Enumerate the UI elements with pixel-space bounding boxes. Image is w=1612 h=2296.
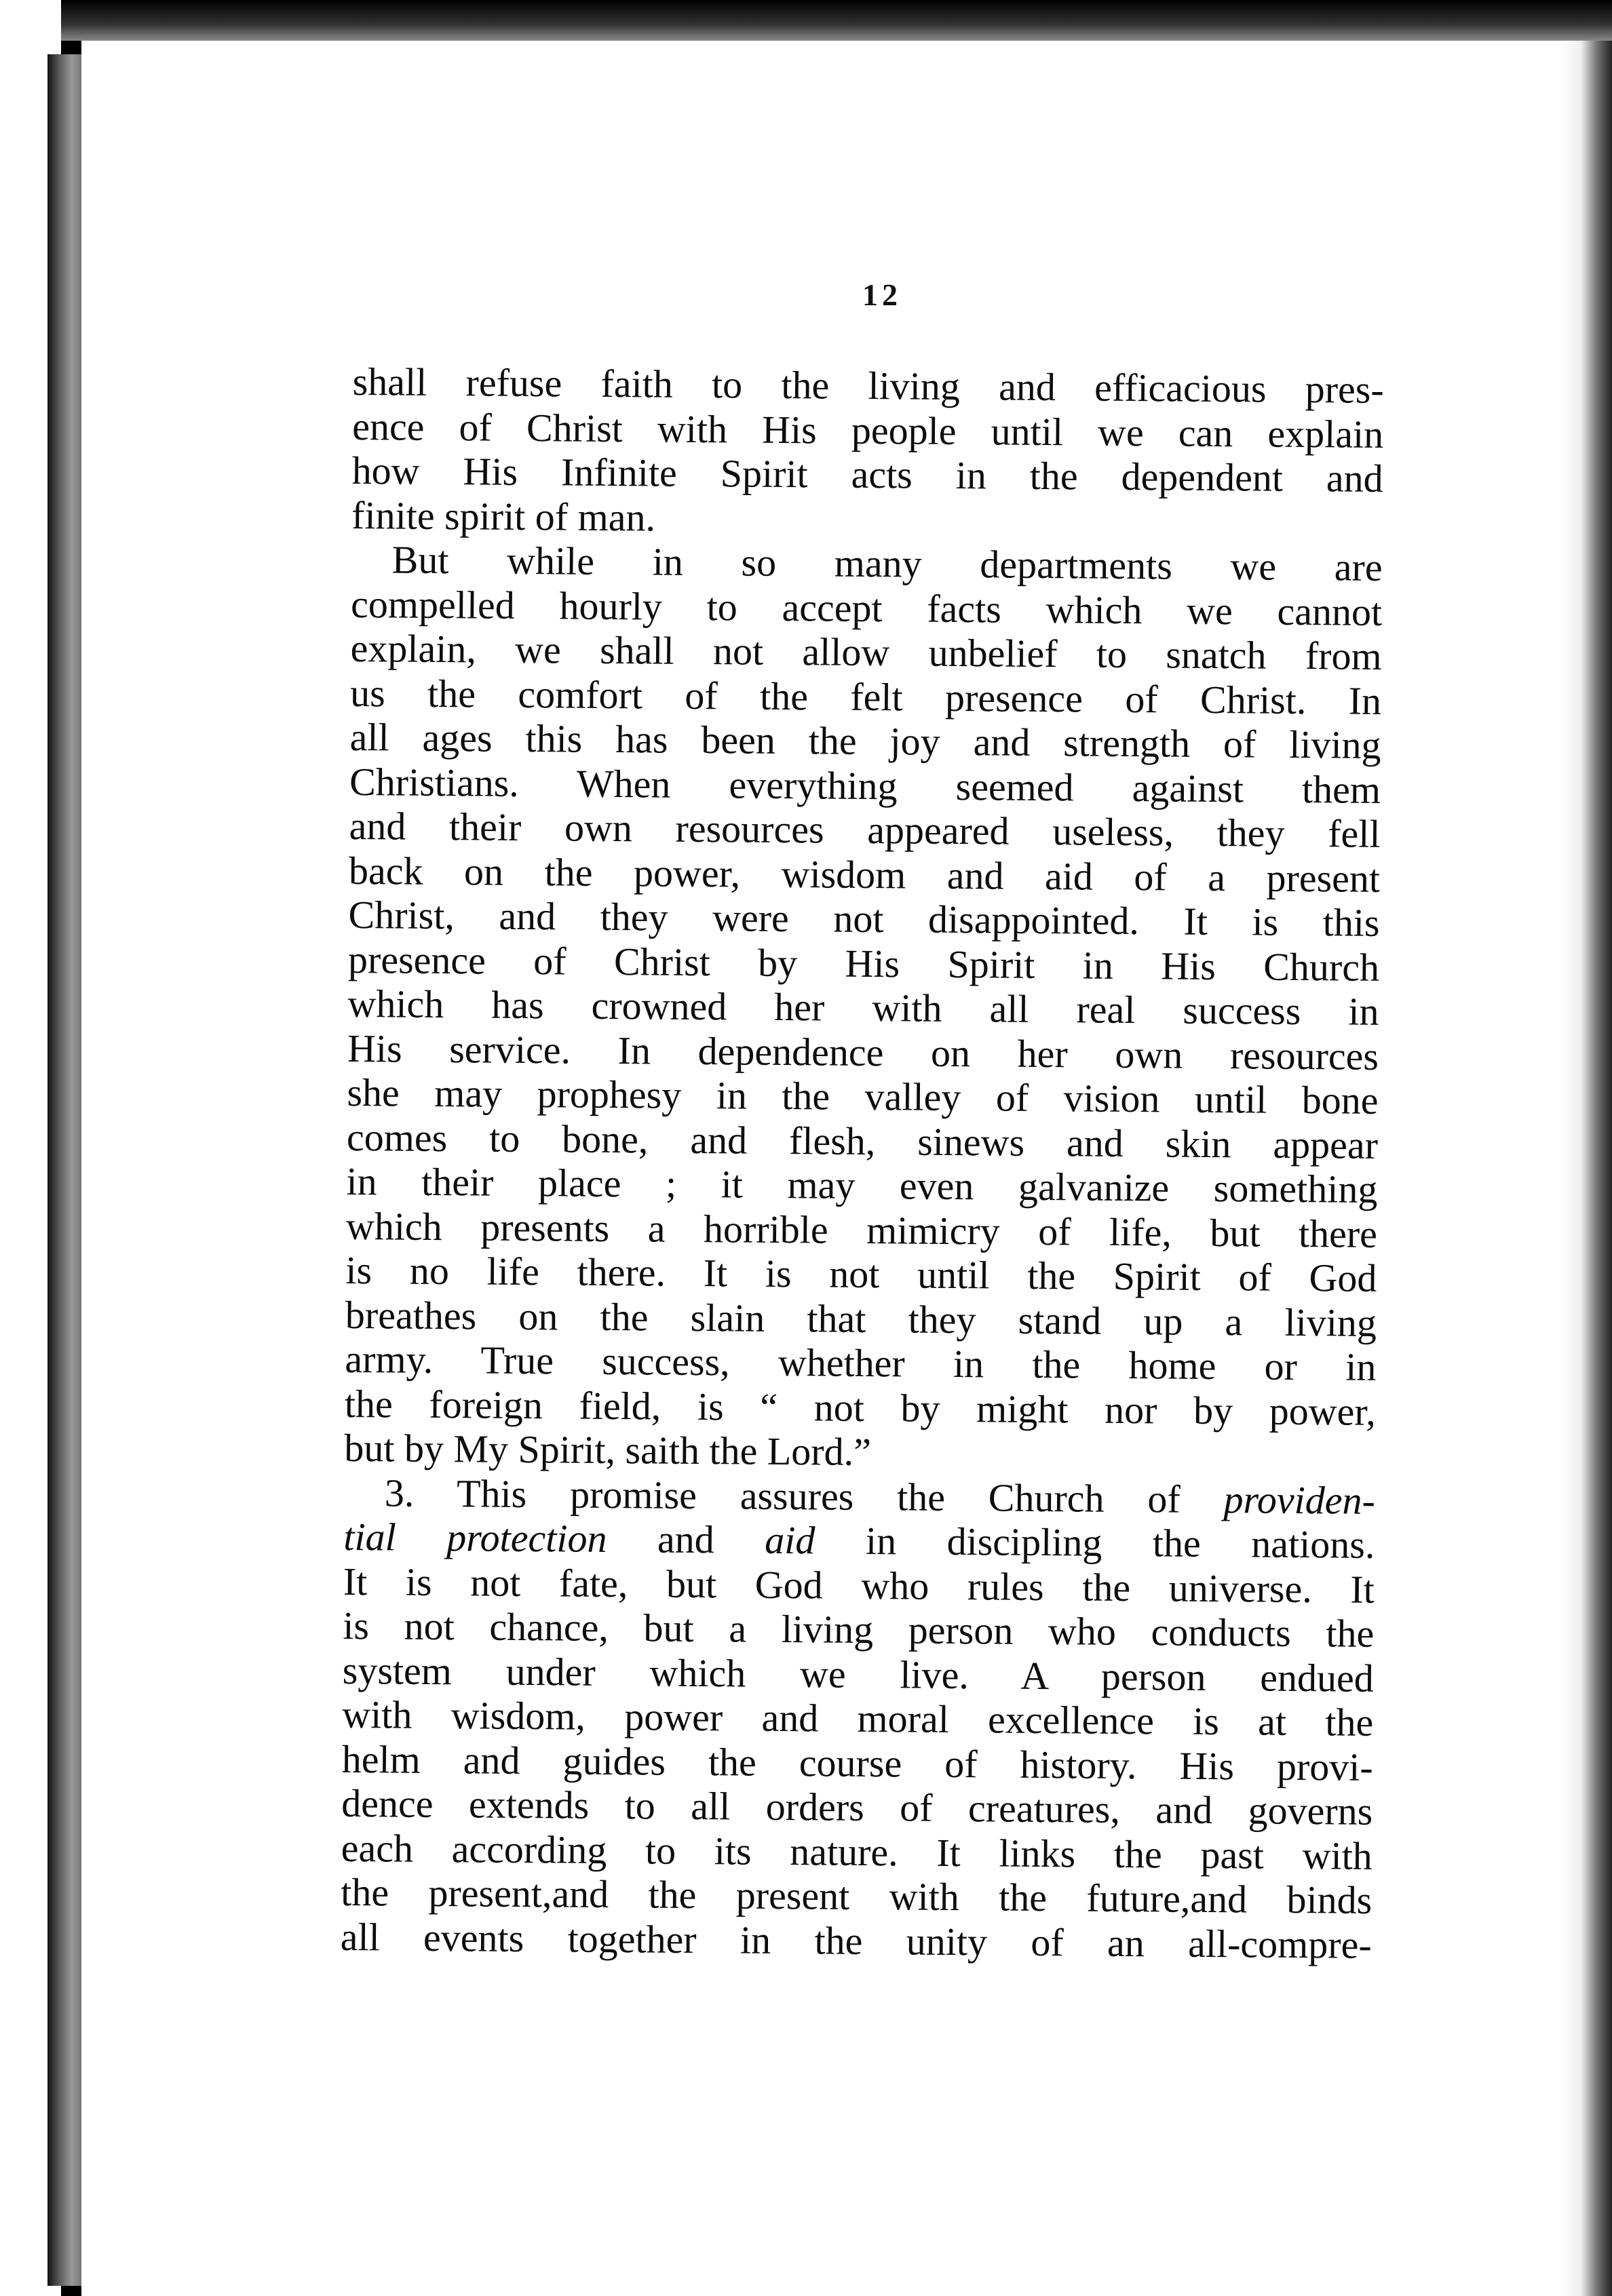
text-line — [343, 1515, 1375, 1567]
text-line: It is not fate, but God who rules the universe. It — [343, 1559, 1375, 1612]
text-line: all ages this has been the joy and strength of living — [349, 714, 1381, 767]
text-line: is no life there. It is not until the Spirit of God — [345, 1247, 1377, 1300]
text-line: Christians. When everything seemed against them — [349, 759, 1381, 812]
text-line: each according to its nature. It links the past with — [341, 1825, 1373, 1878]
text-line: helm and guides the course of history. His provi- — [341, 1736, 1374, 1789]
text-line: presence of Christ by His Spirit in His Church — [347, 937, 1380, 990]
text-line: system under which we live. A person endued — [342, 1648, 1375, 1700]
text-line: but by My Spirit, saith the Lord.” — [344, 1425, 872, 1475]
text-line: the present,and the present with the future,and binds — [340, 1869, 1373, 1922]
text-line: which presents a horrible mimicry of life, but there — [345, 1203, 1378, 1256]
text-line: back on the power, wisdom and aid of a present — [348, 848, 1381, 901]
italic-run: aid — [765, 1517, 815, 1563]
paragraph-3 — [340, 1470, 1375, 1966]
paragraph-2 — [344, 537, 1383, 1478]
text-line: which has crowned her with all real success in — [347, 981, 1379, 1034]
italic-run: providen- — [1223, 1477, 1376, 1523]
text-line: is not chance, but a living person who conducts the — [343, 1603, 1375, 1656]
text-line: and their own resources appeared useless, they fell — [349, 803, 1381, 856]
text-line: army. True success, whether in the home or in — [345, 1336, 1377, 1389]
text-line: the foreign field, is “ not by might nor by power, — [344, 1381, 1377, 1434]
text-line: us the comfort of the felt presence of Christ. In — [349, 670, 1382, 723]
paragraph-1 — [351, 359, 1384, 545]
text-line: in their place ; it may even galvanize something — [346, 1159, 1378, 1211]
text-run: in discipling the nations. — [865, 1518, 1375, 1567]
text-line: finite spirit of man. — [351, 492, 656, 540]
text-line: compelled hourly to accept facts which we cannot — [350, 581, 1383, 634]
text-line: she may prophesy in the valley of vision until bone — [347, 1070, 1379, 1123]
text-line: shall refuse faith to the living and efficacious pres- — [352, 359, 1384, 412]
text-line — [344, 1470, 1375, 1522]
text-line: His service. In dependence on her own resources — [347, 1026, 1379, 1078]
body-text — [340, 359, 1383, 1967]
text-line: all events together in the unity of an all-compre- — [340, 1914, 1372, 1967]
text-line: with wisdom, power and moral excellence is at the — [342, 1692, 1374, 1745]
text-run: and — [657, 1517, 715, 1562]
text-line: comes to bone, and flesh, sinews and skin appear — [346, 1114, 1379, 1167]
text-line: Christ, and they were not disappointed. It is this — [348, 892, 1380, 945]
text-line: explain, we shall not allow unbelief to snatch from — [350, 625, 1382, 678]
text-line: But while in so many departments we are — [391, 537, 1383, 589]
text-line: dence extends to all orders of creatures, and governs — [341, 1781, 1373, 1833]
italic-run: tial protection — [343, 1514, 607, 1561]
list-number: 3. — [384, 1470, 415, 1515]
text-run: This promise assures the Church of — [456, 1471, 1181, 1521]
text-line: ence of Christ with His people until we can explain — [351, 404, 1384, 456]
scan-right-edge — [1560, 41, 1612, 2296]
text-line: how His Infinite Spirit acts in the dependent and — [351, 448, 1383, 501]
text-line: breathes on the slain that they stand up a living — [345, 1292, 1377, 1345]
page-number: 12 — [862, 277, 902, 312]
scan-top-shadow — [0, 0, 1612, 41]
